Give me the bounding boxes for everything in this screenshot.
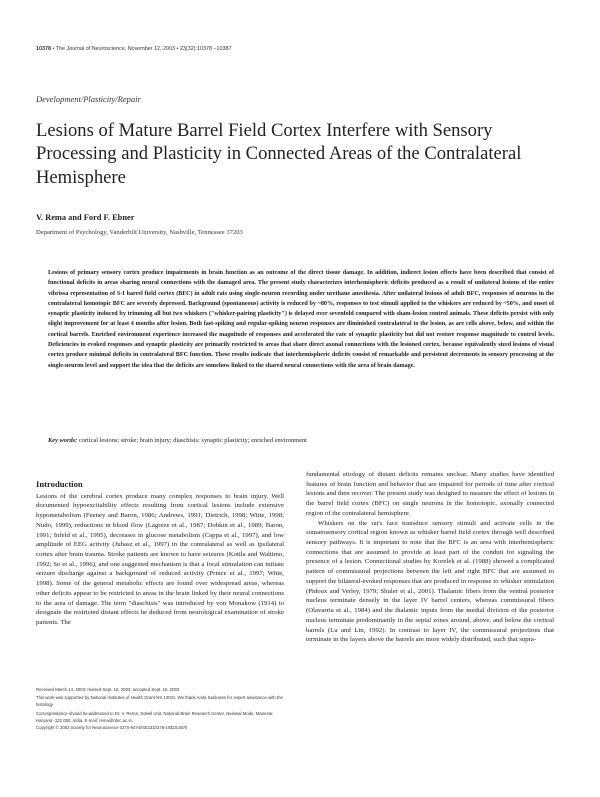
authors: V. Rema and Ford F. Ebner (36, 213, 135, 222)
keywords-text: cortical lesions; stroke; brain injury; diaschisis; synaptic plasticity; enriched environment (77, 437, 307, 444)
footnote-correspondence: Correspondence should be addressed to Dr. V. Rema, Sobell Unit, National Brain Research Center, Nainwal Mode, Manesar, Haryana -122 050, India. E-mail: rema@nbrc.ac.in. (36, 710, 274, 723)
footnote-copyright: Copyright © 2003 Society for Neuroscience 0270-6474/03/2310378-10$15.00/0 (36, 725, 188, 731)
footnote-support: This work was supported by National Institutes of Health Grant NS 13031. We thank Anita Sankaran for expert assistance with the histology. (36, 695, 283, 708)
article-title: Lesions of Mature Barrel Field Cortex Interfere with Sensory Processing and Plasticity in Connected Areas of the Contralateral Hemisphere (36, 120, 522, 188)
footnotes (36, 686, 284, 731)
section-label: Development/Plasticity/Repair (36, 94, 141, 104)
introduction-paragraph-1-cont: fundamental etiology of distant deficits remains unclear. Many studies have identified features of brain function and behavior that are impaired for periods of time after cortical lesions and then recover. The present study was designed to measure the effect of lesions in the barrel field cortex (BFC) on single neurons in the homotopic, axonally connected region of the contralateral hemisphere. (306, 471, 554, 517)
abstract: Lesions of primary sensory cortex produce impairments in brain function as an outcome of the direct tissue damage. In addition, indirect lesion effects have been described that consist of functional deficits in areas sharing neural connections with the damaged area. The present study characterizes interhemispheric deficits produced as a result of unilateral lesions of the entire vibrissa representation of S-I barrel field cortex (BFC) in adult rats using single-neuron recording under urethane anesthesia. After unilateral lesions of adult BFC, responses of neurons in the contralateral homotopic BFC are severely depressed. Background (spontaneous) activity is reduced by ~80%, responses to test stimuli applied to the whiskers are reduced by ~50%, and onset of synaptic plasticity induced by trimming all but two whiskers ("whisker-pairing plasticity") is delayed over sevenfold compared with sham-lesion control animals. These deficits persist with only slight improvement for at least 4 months after lesion. Both fast-spiking and regular-spiking neuron responses are diminished contralateral to the lesion, as are cells above, below, and within the cortical barrels. Enriched environment experience increased the magnitude of responses and accelerated the rate of synaptic plasticity but did not restore response magnitude to control levels. Deficiencies in evoked responses and synaptic plasticity are primarily restricted to areas that share direct axonal connections with the lesioned cortex, because equivalently sized lesions of visual cortex produce minimal deficits in contralateral BFC function. These results indicate that interhemispheric deficits consist of remarkable and persistent decrements in sensory processing at the single-neuron level and support the idea that the deficits are somehow linked to the shared neural connections with the area of brain damage. (48, 270, 554, 369)
journal-citation: • The Journal of Neuroscience, November 12, 2003 • 23(32):10378 –10387 (52, 46, 232, 52)
right-column (306, 470, 554, 645)
running-head (36, 46, 232, 52)
introduction-paragraph-2: Whiskers on the rat's face transduce sensory stimuli and activate cells in the somatosensory cortical region known as whisker barrel field cortex through well described sensory pathways. It is important to note that the BFC is an area with interhemispheric connections that are assumed to provide at least part of the conduit for signaling the presence of a lesion. Connectional studies by Korelek et al. (1988) showed a complicated pattern of commissural projections between the left and right BFC that are assumed to support the bilateral-evoked responses that are produced in response to whisker stimulation (Pidoux and Verley, 1979; Shuler et al., 2001). Thalamic fibers from the ventral posterior nucleus terminate densely in the layer IV barrel centers, whereas commissural fibers (Olavarria et al., 1984) and the thalamic inputs from the medial division of the posterior nucleus terminate predominantly in the septal zones around, above, and below the cortical barrels (Lu and Lin, 1992). In contrast to layer IV, the commissural projections that terminate in the layers above the barrels are more widely distributed, such that supra- (306, 519, 554, 644)
keywords-label: Key words: (48, 437, 78, 444)
introduction-heading: Introduction (36, 479, 83, 489)
affiliation: Department of Psychology, Vanderbilt University, Nashville, Tennessee 37203 (36, 229, 243, 236)
footnote-received: Received March 14, 2003; revised Sept. 15, 2003; accepted Sept. 15, 2003. (36, 687, 181, 692)
left-column (36, 480, 284, 628)
page-number: 10378 (36, 46, 51, 52)
keywords (48, 437, 554, 444)
introduction-paragraph-1: Lesions of the cerebral cortex produce many complex responses to brain injury. Well documented hypoexcitability effects resulting from cortical lesions include extensive hypometabolism (Feeney and Baron, 1986; Andrews, 1991; Dietrich, 1998; Witte, 1998; Nudo, 1999), reductions in blood flow (Lagreze et al., 1987; Dobkin et al., 1989; Baron, 1991; Infeld et al., 1995), decreases in glucose metabolism (Cappa et al., 1997), and low amplitude of EEG activity (Juhasz et al., 1997) in the contralateral as well as ipsilateral cortex after brain trauma. Stroke patients are known to have seizures (Kotila and Waltimo, 1992; So et al., 1996), and one suggested mechanism is that a focal stimulation can initiate seizure discharge against a background of reduced activity (Prince et al., 1997; Witte, 1998). Some of the general metabolic effects are found over widespread areas, whereas other deficits appear to be restricted to areas in the brain linked by their neural connections to the area of damage. The term "diaschisis" was introduced by von Monakow (1914) to designate the restricted distant effects he deduced from neurological examination of stroke patients. The (36, 492, 284, 627)
